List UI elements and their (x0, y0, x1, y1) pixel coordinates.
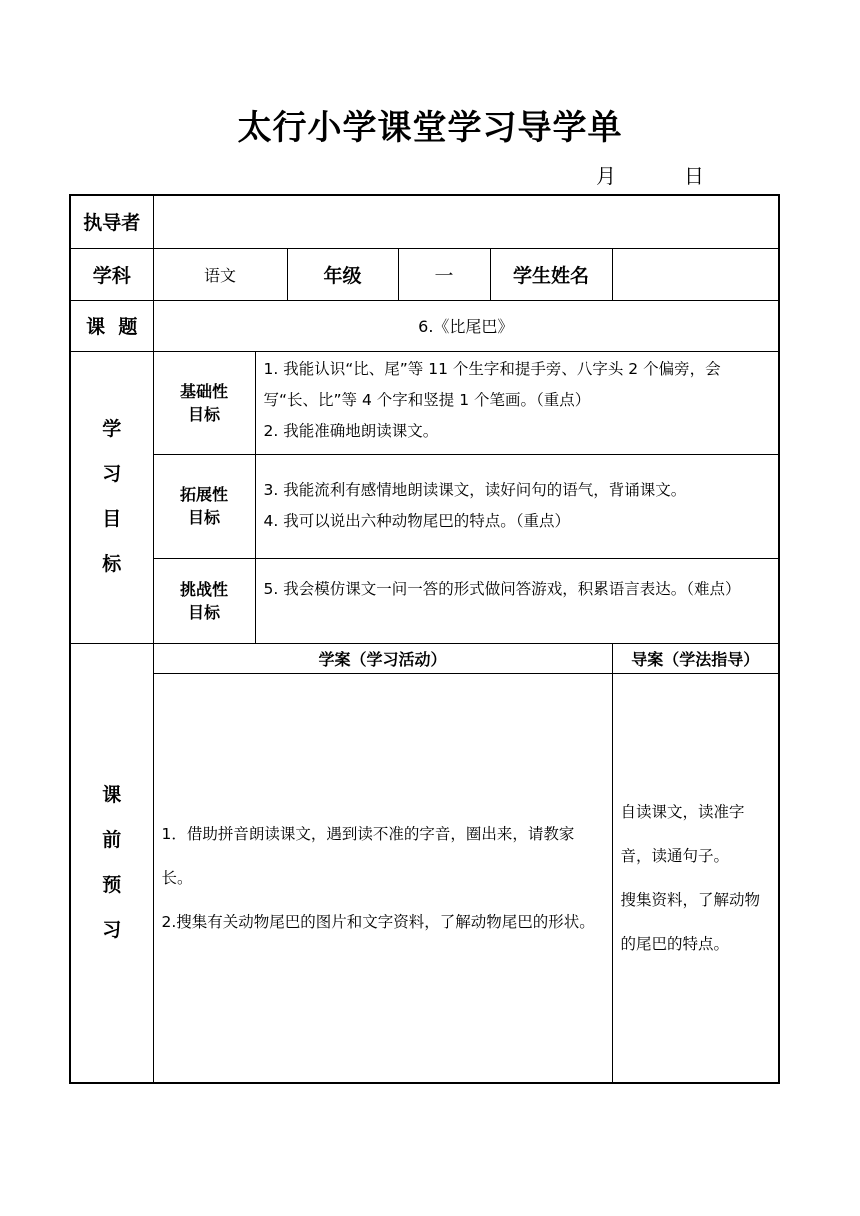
goal-line: 3. 我能流利有感情地朗读课文，读好问句的语气，背诵课文。 (263, 480, 687, 499)
goal-basic-text (255, 351, 779, 454)
student-name-field[interactable] (612, 248, 779, 300)
goal-row-extended (70, 454, 779, 558)
study-guide-table (69, 194, 780, 1084)
goal-row-challenge (70, 558, 779, 643)
goal-extended-label (153, 454, 255, 558)
guide-header: 导案（学法指导） (612, 643, 779, 673)
goal-label-line: 基础性 (179, 381, 228, 401)
preview-char: 预 (102, 873, 122, 896)
grade-value[interactable]: 一 (398, 248, 490, 300)
goals-char: 学 (102, 418, 122, 440)
day-label: 日 (684, 164, 704, 188)
preview-char: 习 (102, 918, 122, 941)
guide-line: 自读课文，读准字音，读通句子。 (620, 802, 745, 865)
guide-line: 搜集资料，了解动物的尾巴的特点。 (620, 890, 761, 953)
learning-goals-label (70, 351, 153, 643)
goal-label-line: 目标 (187, 602, 220, 622)
preview-char: 课 (102, 783, 122, 806)
supervisor-label: 执导者 (70, 195, 153, 248)
subject-value[interactable]: 语文 (153, 248, 287, 300)
topic-label: 课 题 (70, 300, 153, 351)
goal-challenge-label (153, 558, 255, 643)
goal-line: 4. 我可以说出六种动物尾巴的特点。（重点） (263, 511, 570, 530)
subject-row (70, 248, 779, 300)
preview-content-row (70, 673, 779, 1083)
subject-label: 学科 (70, 248, 153, 300)
goal-line: 1. 我能认识“比、尾”等 11 个生字和提手旁、八字头 2 个偏旁，会写“长、比”等 4 个字和竖提 1 个笔画。（重点） (263, 359, 721, 409)
grade-label: 年级 (287, 248, 398, 300)
plan-line: 1．借助拼音朗读课文，遇到读不准的字音，圈出来，请教家长。 (161, 824, 575, 887)
goal-label-line: 目标 (187, 508, 220, 527)
supervisor-field[interactable] (153, 195, 779, 248)
goal-challenge-text (255, 558, 779, 643)
goals-char: 目 (102, 508, 122, 530)
topic-row (70, 300, 779, 351)
preview-header-row (70, 643, 779, 673)
plan-header: 学案（学习活动） (153, 643, 612, 673)
goal-row-basic (70, 351, 779, 454)
month-label: 月 (596, 164, 616, 188)
goal-label-line: 挑战性 (179, 579, 228, 599)
topic-value: 6.《比尾巴》 (153, 300, 779, 351)
goal-line: 2. 我能准确地朗读课文。 (263, 421, 439, 440)
goal-label-line: 目标 (187, 404, 220, 424)
supervisor-row (70, 195, 779, 248)
plan-activities (153, 673, 612, 1083)
preview-char: 前 (102, 828, 122, 851)
goal-extended-text (255, 454, 779, 558)
preview-label (70, 643, 153, 1083)
guide-notes (612, 673, 779, 1083)
goal-line: 5. 我会模仿课文一问一答的形式做问答游戏，积累语言表达。（难点） (263, 579, 741, 598)
plan-line: 2.搜集有关动物尾巴的图片和文字资料，了解动物尾巴的形状。 (161, 912, 595, 931)
goals-char: 习 (102, 463, 122, 485)
student-name-label: 学生姓名 (490, 248, 612, 300)
goal-basic-label (153, 351, 255, 454)
goals-char: 标 (102, 553, 122, 575)
page-title: 太行小学课堂学习导学单 (237, 108, 623, 148)
goal-label-line: 拓展性 (179, 485, 228, 504)
